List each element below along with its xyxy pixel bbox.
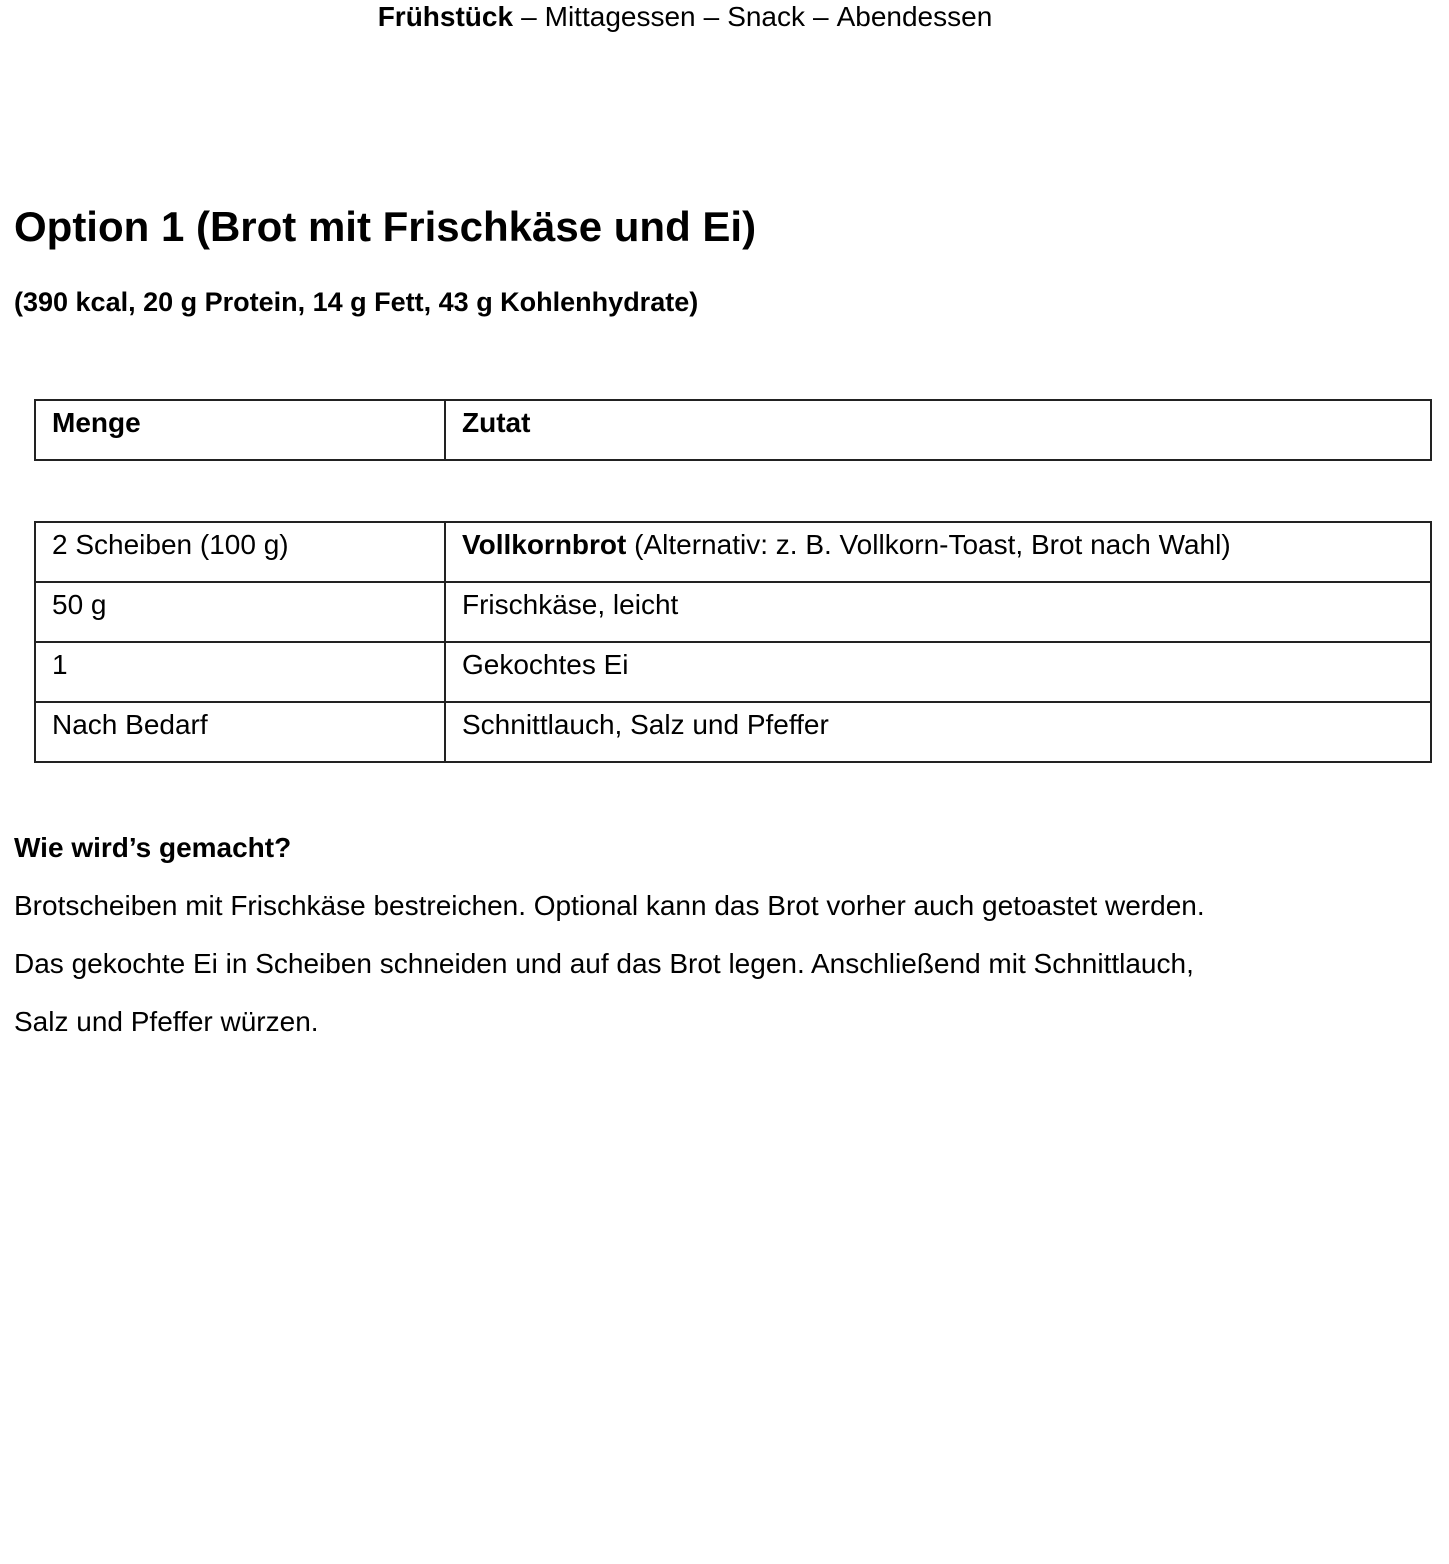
- instructions-heading: Wie wird’s gemacht?: [14, 832, 292, 863]
- nav-item-abendessen[interactable]: Abendessen: [836, 1, 993, 32]
- nav-item-snack[interactable]: Snack: [727, 1, 806, 32]
- recipe-macros: (390 kcal, 20 g Protein, 14 g Fett, 43 g Kohlenhydrate): [14, 287, 699, 317]
- meal-navigation: [0, 0, 1370, 34]
- ingredient-amount: Nach Bedarf: [35, 702, 445, 762]
- header-menge: Menge: [35, 400, 445, 460]
- ingredient-amount: 50 g: [35, 582, 445, 642]
- ingredient-name-bold: Vollkornbrot: [462, 529, 627, 560]
- table-row: [35, 642, 1431, 702]
- nav-separator: –: [521, 1, 537, 32]
- instruction-line: Salz und Pfeffer würzen.: [14, 1006, 319, 1037]
- ingredient-name-text: Frischkäse, leicht: [462, 589, 679, 620]
- nav-item-fruehstueck[interactable]: Frühstück: [377, 1, 514, 32]
- ingredient-amount: 2 Scheiben (100 g): [35, 522, 445, 582]
- table-row: [35, 702, 1431, 762]
- nav-item-mittagessen[interactable]: Mittagessen: [544, 1, 696, 32]
- instruction-line: Brotscheiben mit Frischkäse bestreichen. Optional kann das Brot vorher auch getoastet werden.: [14, 890, 1205, 921]
- nav-separator: –: [813, 1, 829, 32]
- ingredient-name: [445, 582, 1431, 642]
- nav-separator: –: [703, 1, 720, 32]
- ingredient-name-text: Gekochtes Ei: [462, 649, 629, 680]
- table-row: [35, 522, 1431, 582]
- table-header-row: [35, 400, 1431, 460]
- ingredient-name: [445, 642, 1431, 702]
- header-zutat: Zutat: [445, 400, 1431, 460]
- ingredient-name: [445, 522, 1431, 582]
- ingredient-name-text: (Alternativ: z. B. Vollkorn-Toast, Brot nach Wahl): [626, 529, 1231, 560]
- ingredient-amount: 1: [35, 642, 445, 702]
- ingredients-table: [34, 521, 1432, 763]
- ingredient-name-text: Schnittlauch, Salz und Pfeffer: [462, 709, 829, 740]
- table-row: [35, 582, 1431, 642]
- ingredient-name: [445, 702, 1431, 762]
- ingredients-header-table: [34, 399, 1432, 461]
- recipe-title: Option 1 (Brot mit Frischkäse und Ei): [14, 203, 757, 250]
- instruction-line: Das gekochte Ei in Scheiben schneiden und auf das Brot legen. Anschließend mit Schnittlauch,: [14, 948, 1194, 979]
